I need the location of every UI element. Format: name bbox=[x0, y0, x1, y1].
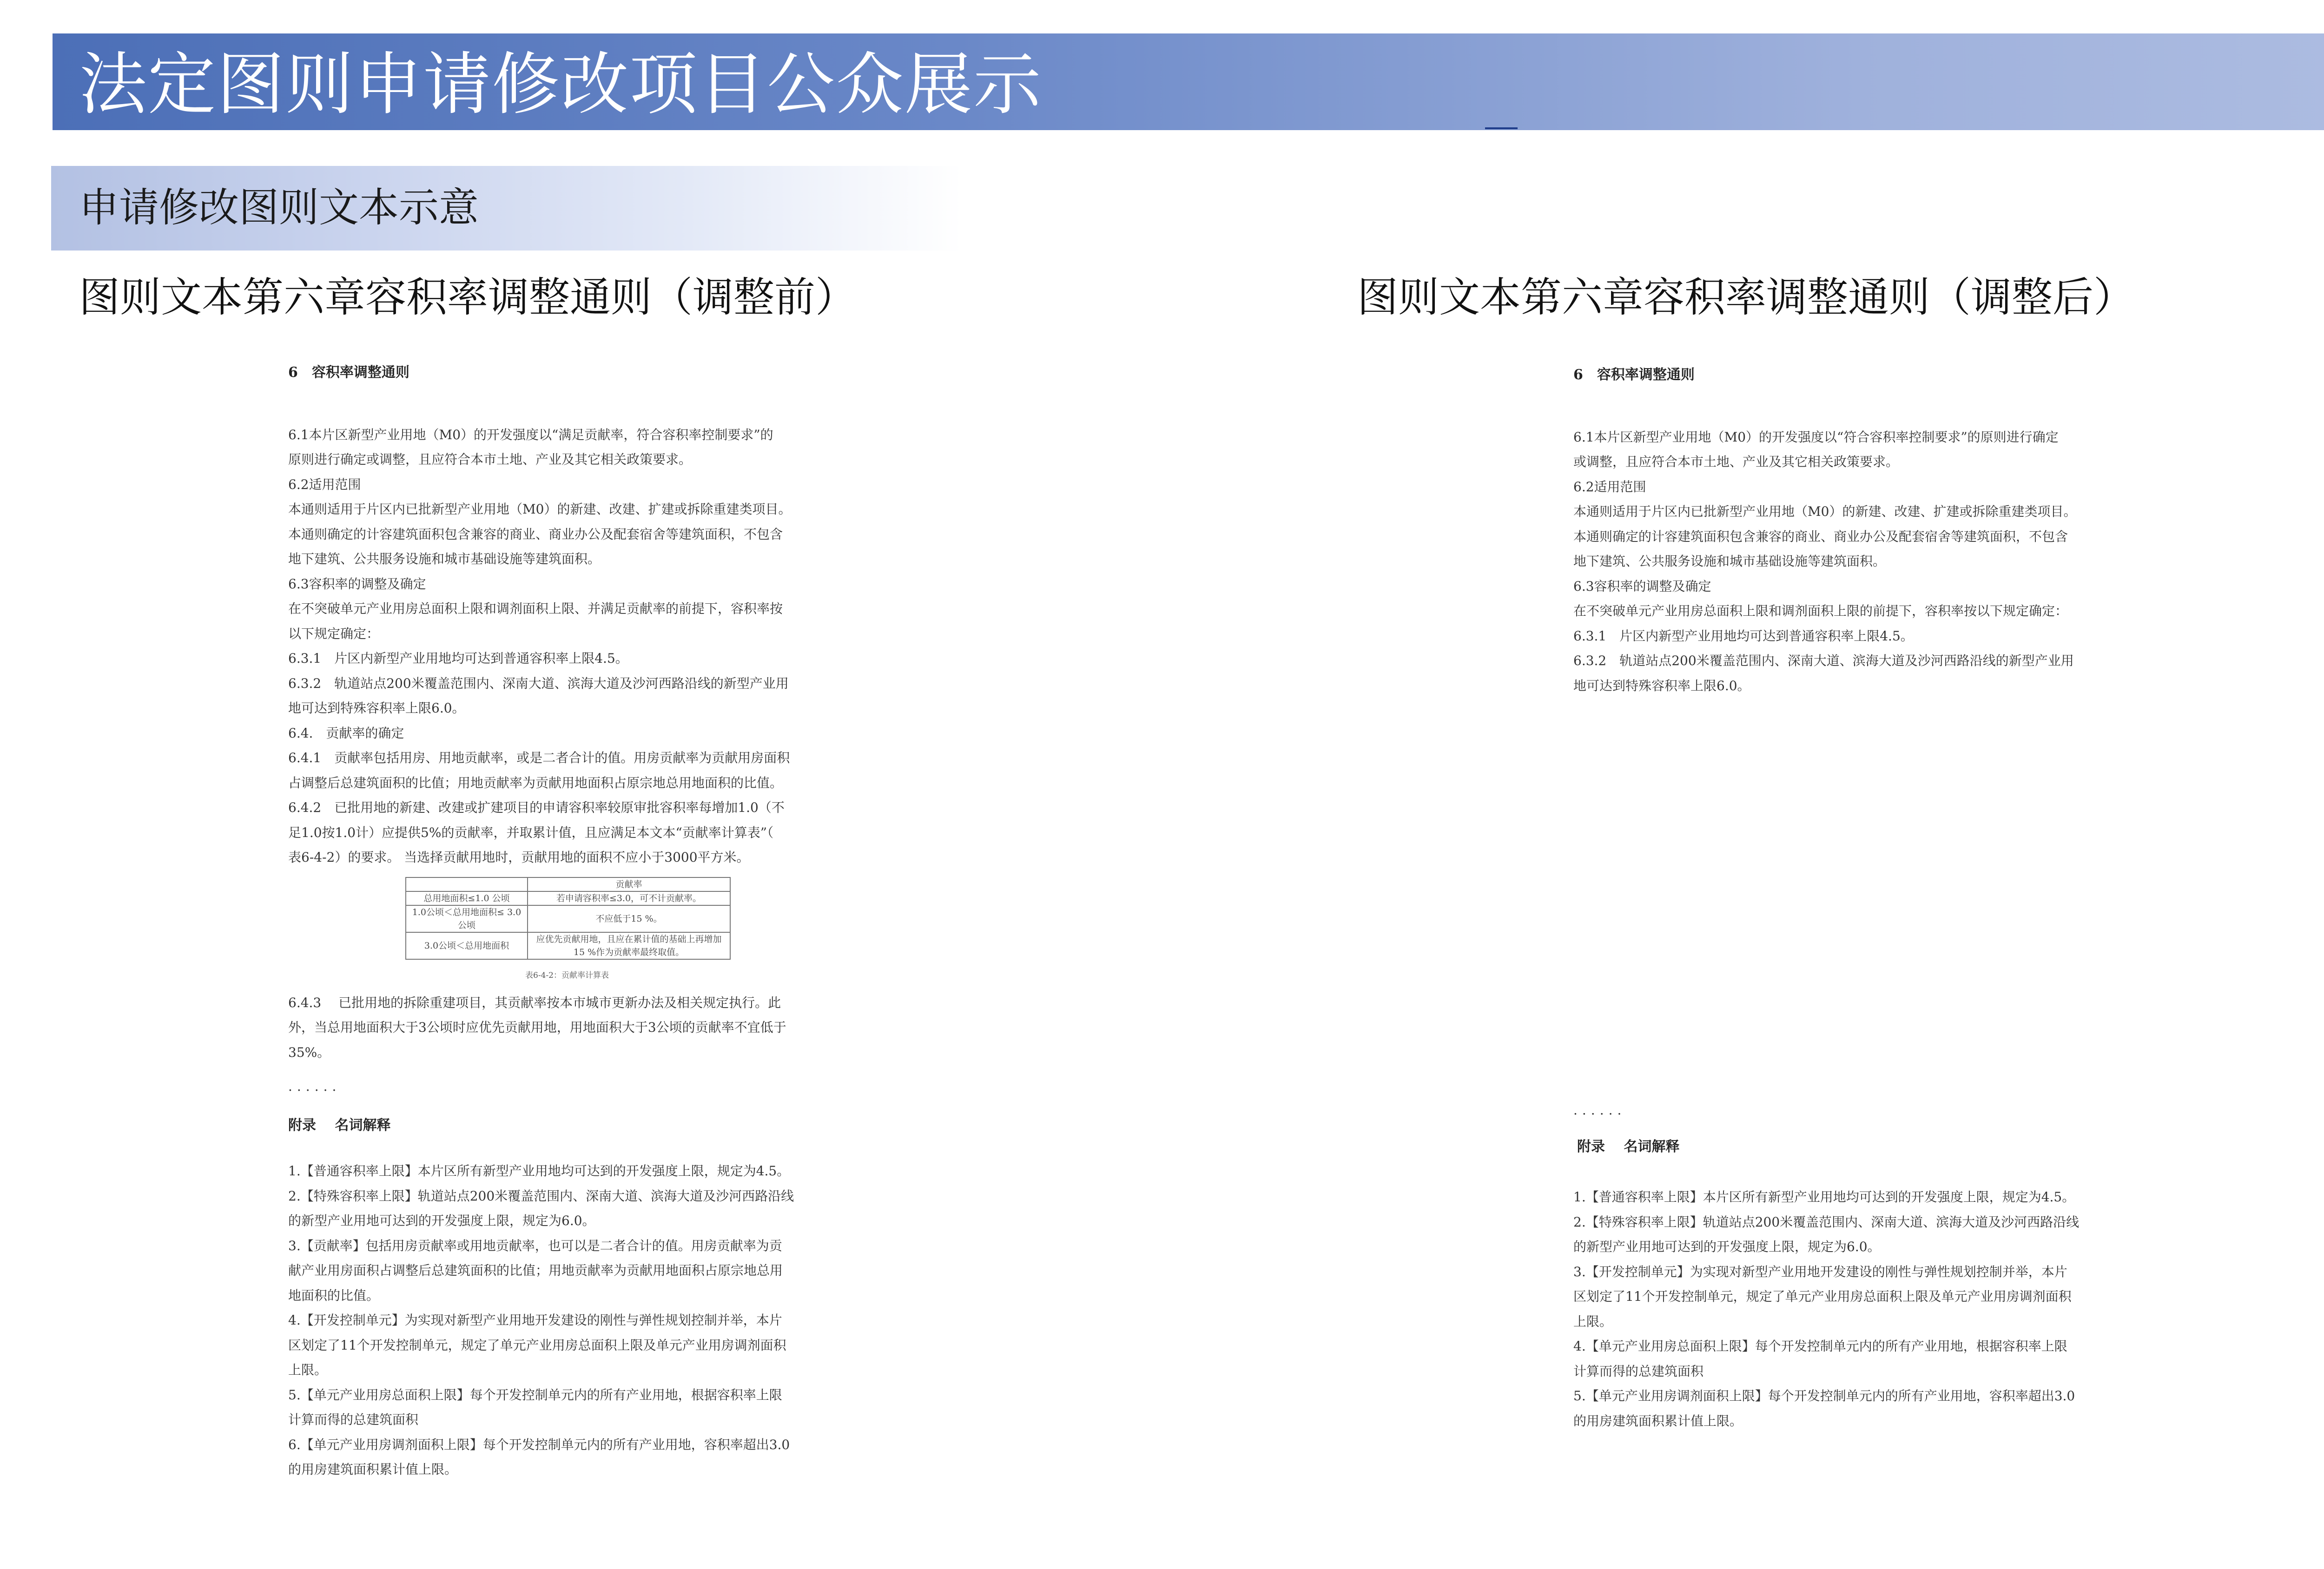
table-row bbox=[406, 932, 730, 959]
table-header-row bbox=[406, 877, 730, 891]
before-line: 6.1本片区新型产业用地（M0）的开发强度以“满足贡献率，符合容积率控制要求”的 bbox=[288, 427, 773, 442]
section-title: 申请修改图则文本示意 bbox=[79, 185, 479, 231]
after-line: 6.1本片区新型产业用地（M0）的开发强度以“符合容积率控制要求”的原则进行确定 bbox=[1573, 429, 2059, 445]
before-line: 6.4. 贡献率的确定 bbox=[288, 725, 404, 741]
table-cell: 总用地面积≤1.0 公顷 bbox=[406, 891, 528, 905]
after-chapter-heading: 6 容积率调整通则 bbox=[1573, 367, 1695, 383]
appendix-line: 献产业用房面积占调整后总建筑面积的比值；用地贡献率为贡献用地面积占原宗地总用 bbox=[288, 1263, 783, 1278]
appendix-line: 区划定了11个开发控制单元，规定了单元产业用房总面积上限及单元产业用房调剂面积 bbox=[1573, 1289, 2072, 1304]
after-appendix-heading: 附录 名词解释 bbox=[1577, 1138, 1680, 1155]
before-line: 35%。 bbox=[288, 1044, 330, 1060]
after-line: 6.3.1 片区内新型产业用地均可达到普通容积率上限4.5。 bbox=[1573, 628, 1914, 644]
after-line: 6.3容积率的调整及确定 bbox=[1573, 578, 1711, 594]
table-row bbox=[406, 905, 730, 932]
before-line: 6.3.2 轨道站点200米覆盖范围内、深南大道、滨海大道及沙河西路沿线的新型产业用 bbox=[288, 675, 789, 691]
appendix-line: 2.【特殊容积率上限】轨道站点200米覆盖范围内、深南大道、滨海大道及沙河西路沿线 bbox=[288, 1188, 794, 1204]
before-line: 6.4.2 已批用地的新建、改建或扩建项目的申请容积率较原审批容积率每增加1.0（不 bbox=[288, 800, 785, 815]
after-line: 地可达到特殊容积率上限6.0。 bbox=[1573, 678, 1750, 693]
before-line: 6.4.1 贡献率包括用房、用地贡献率，或是二者合计的值。用房贡献率为贡献用房面积 bbox=[288, 750, 790, 765]
appendix-line: 3.【贡献率】包括用房贡献率或用地贡献率，也可以是二者合计的值。用房贡献率为贡 bbox=[288, 1238, 782, 1253]
after-ellipsis: ...... bbox=[1573, 1102, 1626, 1118]
before-document bbox=[288, 360, 846, 1482]
after-clauses bbox=[1573, 425, 2079, 699]
table-cell: 3.0公顷＜总用地面积 bbox=[406, 932, 528, 959]
appendix-line: 上限。 bbox=[288, 1362, 328, 1378]
table-header-cell: 贡献率 bbox=[528, 877, 730, 891]
before-line: 本通则适用于片区内已批新型产业用地（M0）的新建、改建、扩建或拆除重建类项目。 bbox=[288, 501, 792, 517]
appendix-line: 5.【单元产业用房总面积上限】每个开发控制单元内的所有产业用地，根据容积率上限 bbox=[288, 1387, 782, 1403]
banner-accent-mark bbox=[1485, 127, 1518, 129]
appendix-line: 计算而得的总建筑面积 bbox=[1573, 1363, 1704, 1379]
appendix-line: 的用房建筑面积累计值上限。 bbox=[288, 1462, 458, 1477]
appendix-line: 的新型产业用地可达到的开发强度上限，规定为6.0。 bbox=[1573, 1239, 1881, 1254]
table-row bbox=[406, 891, 730, 905]
before-line: 地下建筑、公共服务设施和城市基础设施等建筑面积。 bbox=[288, 551, 601, 567]
appendix-line: 计算而得的总建筑面积 bbox=[288, 1412, 419, 1427]
appendix-line: 的新型产业用地可达到的开发强度上限，规定为6.0。 bbox=[288, 1213, 595, 1228]
before-line: 占调整后总建筑面积的比值；用地贡献率为贡献用地面积占原宗地总用地面积的比值。 bbox=[288, 775, 783, 791]
before-line: 6.3容积率的调整及确定 bbox=[288, 576, 426, 592]
before-ellipsis: ...... bbox=[288, 1079, 341, 1094]
after-document bbox=[1573, 363, 2079, 1433]
appendix-line: 上限。 bbox=[1573, 1313, 1613, 1329]
appendix-line: 区划定了11个开发控制单元，规定了单元产业用房总面积上限及单元产业用房调剂面积 bbox=[288, 1337, 786, 1353]
before-line: 6.3.1 片区内新型产业用地均可达到普通容积率上限4.5。 bbox=[288, 651, 628, 666]
before-line: 原则进行确定或调整，且应符合本市土地、产业及其它相关政策要求。 bbox=[288, 452, 692, 467]
table-header-cell bbox=[406, 877, 528, 891]
after-line: 地下建筑、公共服务设施和城市基础设施等建筑面积。 bbox=[1573, 554, 1886, 569]
appendix-line: 4.【单元产业用房总面积上限】每个开发控制单元内的所有产业用地，根据容积率上限 bbox=[1573, 1338, 2067, 1354]
appendix-line: 2.【特殊容积率上限】轨道站点200米覆盖范围内、深南大道、滨海大道及沙河西路沿线 bbox=[1573, 1214, 2080, 1230]
appendix-line: 5.【单元产业用房调剂面积上限】每个开发控制单元内的所有产业用地，容积率超出3.0 bbox=[1573, 1388, 2075, 1404]
table-cell: 应优先贡献用地，且应在累计值的基础上再增加 15 %作为贡献率最终取值。 bbox=[528, 932, 730, 959]
after-line: 本通则确定的计容建筑面积包含兼容的商业、商业办公及配套宿舍等建筑面积，不包含 bbox=[1573, 528, 2068, 544]
before-line: 6.4.3 已批用地的拆除重建项目，其贡献率按本市城市更新办法及相关规定执行。此 bbox=[288, 995, 781, 1010]
after-line: 6.2适用范围 bbox=[1573, 479, 1646, 494]
appendix-line: 1.【普通容积率上限】本片区所有新型产业用地均可达到的开发强度上限，规定为4.5。 bbox=[1573, 1189, 2075, 1205]
before-line: 以下规定确定： bbox=[288, 626, 380, 641]
after-line: 6.3.2 轨道站点200米覆盖范围内、深南大道、滨海大道及沙河西路沿线的新型产业用 bbox=[1573, 653, 2074, 668]
before-clauses bbox=[288, 422, 846, 870]
after-column-title: 图则文本第六章容积率调整通则（调整后） bbox=[1357, 273, 2135, 321]
appendix-line: 6.【单元产业用房调剂面积上限】每个开发控制单元内的所有产业用地，容积率超出3.0 bbox=[288, 1437, 790, 1452]
table-cell: 1.0公顷＜总用地面积≤ 3.0公顷 bbox=[406, 905, 528, 932]
table-caption: 表6-4-2：贡献率计算表 bbox=[525, 970, 609, 980]
before-line: 本通则确定的计容建筑面积包含兼容的商业、商业办公及配套宿舍等建筑面积，不包含 bbox=[288, 526, 783, 542]
before-line: 地可达到特殊容积率上限6.0。 bbox=[288, 700, 465, 716]
contribution-table bbox=[405, 877, 731, 960]
table-cell: 若申请容积率≤3.0，可不计贡献率。 bbox=[528, 891, 730, 905]
before-line: 表6-4-2）的要求。 当选择贡献用地时，贡献用地的面积不应小于3000平方米。 bbox=[288, 850, 750, 865]
before-line: 在不突破单元产业用房总面积上限和调剂面积上限、并满足贡献率的前提下，容积率按 bbox=[288, 601, 783, 616]
before-appendix-heading: 附录 名词解释 bbox=[288, 1117, 391, 1134]
before-line: 6.2适用范围 bbox=[288, 476, 361, 492]
after-line: 本通则适用于片区内已批新型产业用地（M0）的新建、改建、扩建或拆除重建类项目。 bbox=[1573, 504, 2077, 519]
before-column-title: 图则文本第六章容积率调整通则（调整前） bbox=[79, 273, 857, 321]
after-appendix bbox=[1573, 1185, 2079, 1433]
before-line: 足1.0按1.0计）应提供5%的贡献率，并取累计值，且应满足本文本“贡献率计算表”（ bbox=[288, 824, 774, 840]
appendix-line: 地面积的比值。 bbox=[288, 1287, 380, 1303]
page-title: 法定图则申请修改项目公众展示 bbox=[79, 45, 1042, 124]
before-line: 外，当总用地面积大于3公顷时应优先贡献用地，用地面积大于3公顷的贡献率不宜低于 bbox=[288, 1020, 786, 1035]
table-cell: 不应低于15 %。 bbox=[528, 905, 730, 932]
after-line: 或调整，且应符合本市土地、产业及其它相关政策要求。 bbox=[1573, 454, 1899, 469]
appendix-line: 4.【开发控制单元】为实现对新型产业用地开发建设的刚性与弹性规划控制并举，本片 bbox=[288, 1312, 782, 1328]
before-appendix bbox=[288, 1159, 846, 1482]
appendix-line: 1.【普通容积率上限】本片区所有新型产业用地均可达到的开发强度上限，规定为4.5。 bbox=[288, 1163, 790, 1179]
after-line: 在不突破单元产业用房总面积上限和调剂面积上限的前提下，容积率按以下规定确定： bbox=[1573, 603, 2068, 619]
before-chapter-heading: 6 容积率调整通则 bbox=[288, 364, 409, 381]
appendix-line: 3.【开发控制单元】为实现对新型产业用地开发建设的刚性与弹性规划控制并举，本片 bbox=[1573, 1264, 2067, 1279]
appendix-line: 的用房建筑面积累计值上限。 bbox=[1573, 1413, 1743, 1429]
